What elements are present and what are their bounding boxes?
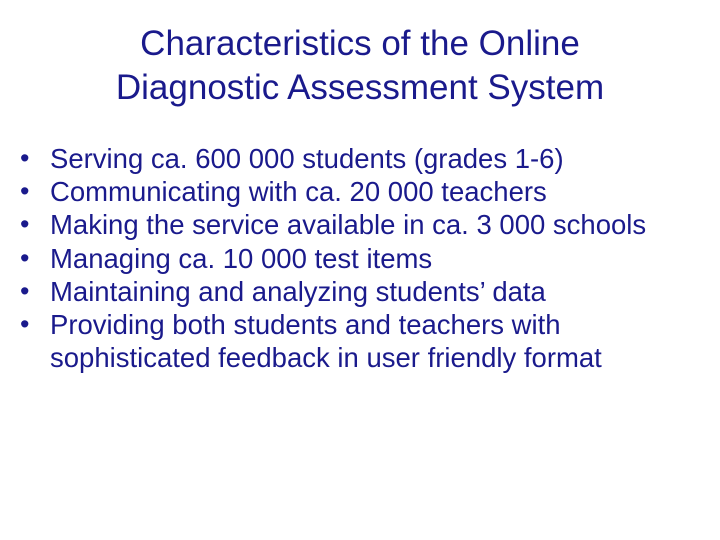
bullet-item	[18, 275, 708, 308]
bullet-point-icon: •	[20, 209, 30, 240]
bullet-text: Providing both students and teachers with sophisticated feedback in user friendly format	[50, 309, 602, 374]
bullet-item	[18, 242, 708, 275]
bullet-text: Making the service available in ca. 3 000 schools	[50, 209, 647, 241]
bullet-point-icon: •	[20, 176, 30, 207]
bullet-point-icon: •	[20, 242, 30, 273]
bullet-point-icon: •	[20, 309, 30, 340]
bullet-item	[18, 308, 708, 374]
bullet-point-icon: •	[20, 275, 30, 306]
slide-title-line-1: Characteristics of the Online	[140, 24, 580, 63]
bullet-point-icon: •	[20, 143, 30, 173]
bullet-text: Managing ca. 10 000 test items	[50, 242, 433, 274]
bullet-text: Communicating with ca. 20 000 teachers	[50, 176, 547, 208]
bullet-text: Maintaining and analyzing students’ data	[50, 275, 546, 307]
bullet-item	[18, 208, 708, 241]
bullet-list	[18, 142, 708, 374]
slide-title-line-2: Diagnostic Assessment System	[115, 68, 605, 107]
slide-title	[40, 22, 680, 110]
bullet-item	[18, 142, 708, 175]
bullet-item	[18, 175, 708, 208]
bullet-text: Serving ca. 600 000 students (grades 1-6)	[50, 143, 564, 174]
